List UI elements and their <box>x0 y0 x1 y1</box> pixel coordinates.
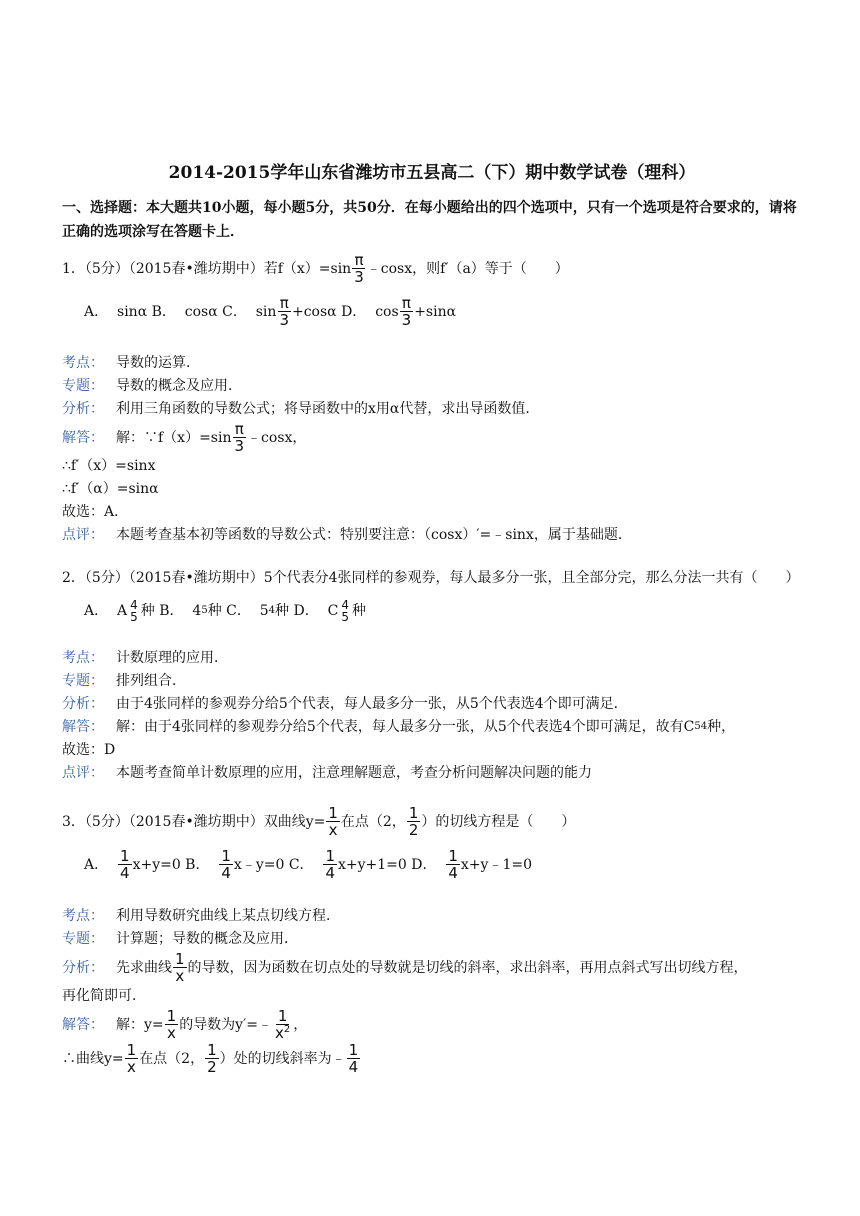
fraction-4-over-5: 4 5 <box>341 598 349 624</box>
fraction-pi-over-3: $\frac{\pi}{3}$ <box>401 294 412 329</box>
q3-kaodian: 考点： 利用导数研究曲线上某点切线方程． <box>62 908 340 924</box>
fraction-1-over-x-squared: $\frac{1}{x^2}$ <box>275 1007 291 1042</box>
question-3-stem: 3．（5分）（2015春•潍坊期中）双曲线y= $\frac{1}{x}$ 在点（2， $\frac{1}{2}$ ）的切线方程是（ ） <box>62 804 576 839</box>
q3-step-1: ∴曲线y= $\frac{1}{x}$ 在点（2， $\frac{1}{2}$ ）处的切线斜率为﹣ $\frac{1}{4}$ <box>62 1041 359 1076</box>
q1-kaodian: 考点： 导数的运算． <box>62 355 200 371</box>
q1-step-2: ∴f′（α）=sinα <box>62 481 159 497</box>
question-2-options: A． A 4 5 种 B． 4 5 种 C． 5 4 种 D． C 4 5 种 <box>84 598 366 624</box>
fraction-1-over-x: $\frac{1}{x}$ <box>126 1041 137 1076</box>
fraction-4-over-5: 4 5 <box>130 598 138 624</box>
q1-fenxi: 分析： 利用三角函数的导数公式；将导函数中的x用α代替，求出导函数值． <box>62 401 540 417</box>
fraction-1-over-4: $\frac{1}{4}$ <box>325 847 335 882</box>
fraction-pi-over-3: $\frac{\pi}{3}$ <box>279 294 289 329</box>
q3-jieda: 解答： 解：y= $\frac{1}{x}$ 的导数为y′=﹣ $\frac{1}{x^2}$ ， <box>62 1007 308 1042</box>
q2-jieda: 解答： 解：由于4张同样的参观券分给5个代表，每人最多分一张，从5个代表选4个即可满足，故有C 5 4 种， <box>62 719 736 735</box>
fraction-pi-over-3: $\frac{\pi}{3}$ <box>234 420 245 455</box>
q1-jieda: 解答： 解：∵f（x）=sin $\frac{\pi}{3}$ ﹣cosx， <box>62 420 307 455</box>
exam-page <box>62 160 802 1076</box>
q3-zhuanti: 专题： 计算题；导数的概念及应用． <box>62 931 298 947</box>
fraction-1-over-4: $\frac{1}{4}$ <box>120 847 130 882</box>
fraction-1-over-x: $\frac{1}{x}$ <box>328 804 338 839</box>
fraction-1-over-4: $\frac{1}{4}$ <box>348 1041 359 1076</box>
q3-fenxi-cont: 再化简即可． <box>62 988 146 1004</box>
question-1-stem: 1．（5分）（2015春•潍坊期中）若f（x）=sin $\frac{\pi}{3}$ ﹣cosx，则f′（a）等于（ ） <box>62 251 569 286</box>
fraction-pi-over-3: $\frac{\pi}{3}$ <box>354 251 364 286</box>
q2-zhuanti: 专题： 排列组合． <box>62 673 186 689</box>
q2-kaodian: 考点： 计数原理的应用． <box>62 650 228 666</box>
q1-zhuanti: 专题： 导数的概念及应用． <box>62 378 242 394</box>
page-title: 2014-2015学年山东省潍坊市五县高二（下）期中数学试卷（理科） <box>168 163 696 183</box>
q2-dianping: 点评： 本题考查简单计数原理的应用，注意理解题意，考查分析问题解决问题的能力 <box>62 765 592 781</box>
section-heading: 一、选择题：本大题共10小题，每小题5分，共50分．在每小题给出的四个选项中，只有一个选项是符合要求的，请将正确的选项涂写在答题卡上． <box>62 200 797 240</box>
fraction-1-over-x: $\frac{1}{x}$ <box>166 1007 177 1042</box>
q1-step-1: ∴f′（x）=sinx <box>62 458 156 474</box>
q2-fenxi: 分析： 由于4张同样的参观券分给5个代表，每人最多分一张，从5个代表选4个即可满足． <box>62 696 628 712</box>
q1-answer: 故选：A． <box>62 504 129 520</box>
q3-fenxi: 分析： 先求曲线 $\frac{1}{x}$ 的导数，因为函数在切点处的导数就是切线的斜率，求出斜率，再用点斜式写出切线方程， <box>62 950 748 985</box>
fraction-1-over-4: $\frac{1}{4}$ <box>448 847 458 882</box>
fraction-1-over-2: $\frac{1}{2}$ <box>207 1041 217 1076</box>
question-3-options: A． $\frac{1}{4}$ x+y=0 B． $\frac{1}{4}$ x﹣y=0 C． $\frac{1}{4}$ x+y+1=0 D． $\frac{1}{4}$ x+y﹣1=0 <box>84 847 533 882</box>
fraction-1-over-x: $\frac{1}{x}$ <box>175 950 185 985</box>
fraction-1-over-2: $\frac{1}{2}$ <box>408 804 419 839</box>
q2-answer: 故选：D <box>62 742 116 758</box>
fraction-1-over-4: $\frac{1}{4}$ <box>221 847 231 882</box>
question-2-stem: 2．（5分）（2015春•潍坊期中）5个代表分4张同样的参观券，每人最多分一张，且全部分完，那么分法一共有（ ） <box>62 570 800 586</box>
question-1-options: A． sinα B． cosα C． sin $\frac{\pi}{3}$ +cosα D． cos $\frac{\pi}{3}$ +sinα <box>84 294 457 329</box>
q1-dianping: 点评： 本题考查基本初等函数的导数公式：特别要注意：（cosx）′=﹣sinx，属于基础题． <box>62 527 632 543</box>
